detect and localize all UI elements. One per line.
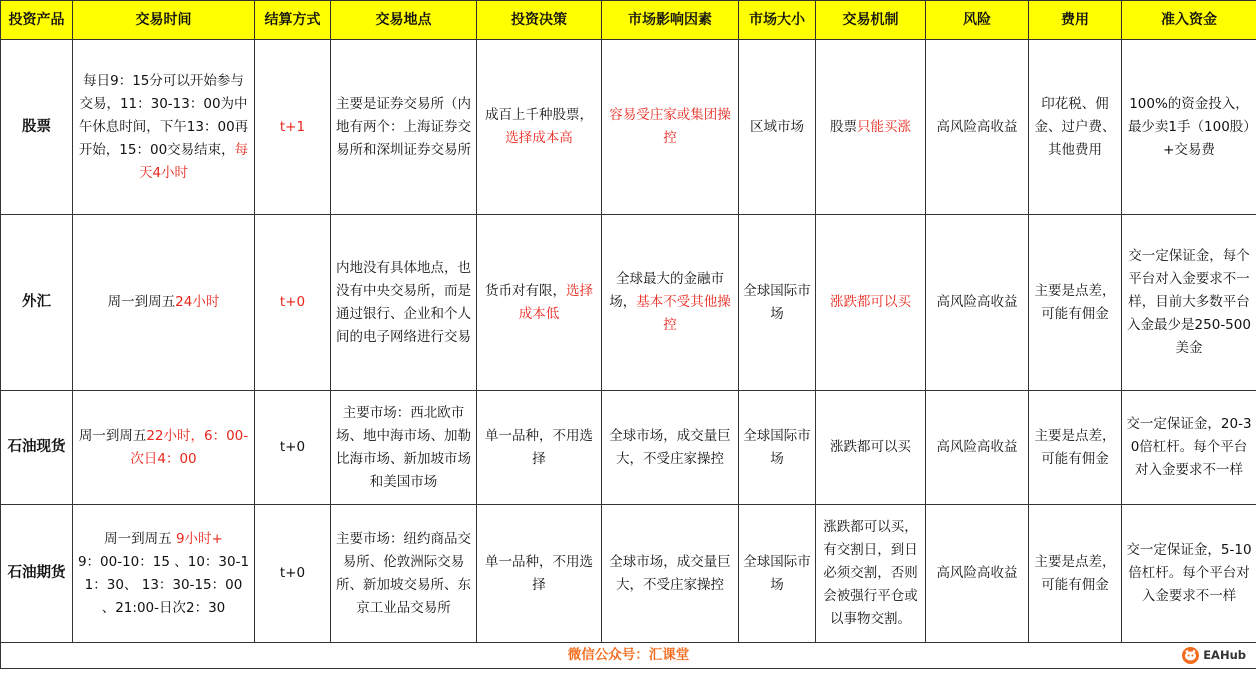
time-text: 每日9：15分可以开始参与交易，11：30-13：00为中午休息时间，下午13：00再开始，15：00交易结束， (78, 72, 249, 158)
mechanism-highlight: 只能买涨 (857, 118, 911, 135)
fees-cell: 主要是点差，可能有佣金 (1029, 505, 1122, 643)
time-text: 周一到周五 (107, 294, 176, 310)
mechanism-cell: 涨跌都可以买，有交割日，到日必须交割，否则会被强行平仓或以事物交割。 (816, 505, 926, 643)
risk-cell: 高风险高收益 (926, 215, 1029, 391)
market-size-cell: 全球国际市场 (739, 391, 816, 505)
market-size-cell: 全球国际市场 (739, 215, 816, 391)
eahub-logo-icon (1182, 647, 1199, 664)
header-row (1, 1, 1256, 40)
table-row (1, 505, 1256, 643)
header-settlement: 结算方式 (255, 1, 331, 40)
header-factors: 市场影响因素 (602, 1, 739, 40)
header-decision: 投资决策 (477, 1, 602, 40)
factors-cell: 容易受庄家或集团操控 (602, 40, 739, 215)
time-cell (73, 215, 255, 391)
factors-cell: 全球市场，成交量巨大，不受庄家操控 (602, 391, 739, 505)
time-cell (73, 505, 255, 643)
settlement-cell: t+0 (255, 391, 331, 505)
brand-badge (1182, 646, 1246, 664)
time-text: 周一到周五 (104, 530, 172, 547)
settlement-cell: t+0 (255, 505, 331, 643)
time-highlight: 每天4小时 (138, 141, 249, 181)
fees-cell: 主要是点差，可能有佣金 (1029, 391, 1122, 505)
eahub-logo-glyph-icon (1184, 650, 1197, 661)
header-mechanism: 交易机制 (816, 1, 926, 40)
time-cell (73, 391, 255, 505)
factors-highlight: 基本不受其他操控 (636, 294, 731, 333)
location-cell: 主要市场：西北欧市场、地中海市场、加勒比海市场、新加坡市场和美国市场 (331, 391, 477, 505)
factors-text: 全球最大的金融市场， (609, 271, 724, 310)
mechanism-cell: 涨跌都可以买 (816, 215, 926, 391)
time-cell (73, 40, 255, 215)
factors-cell (602, 215, 739, 391)
decision-text: 成百上千种股票， (485, 107, 593, 123)
factors-cell: 全球市场，成交量巨大，不受庄家操控 (602, 505, 739, 643)
product-cell: 石油现货 (1, 391, 73, 505)
capital-cell: 交一定保证金，每个平台对入金要求不一样，目前大多数平台入金最少是250-500美金 (1122, 215, 1256, 391)
decision-cell (477, 215, 602, 391)
header-risk: 风险 (926, 1, 1029, 40)
capital-cell: 交一定保证金，5-10倍杠杆。每个平台对入金要求不一样 (1122, 505, 1256, 643)
footer-text: 微信公众号：汇课堂 (567, 647, 690, 663)
header-fees: 费用 (1029, 1, 1122, 40)
table-row (1, 391, 1256, 505)
risk-cell: 高风险高收益 (926, 505, 1029, 643)
header-time: 交易时间 (73, 1, 255, 40)
header-product: 投资产品 (1, 1, 73, 40)
decision-text: 货币对有限， (485, 282, 566, 299)
market-size-cell: 全球国际市场 (739, 505, 816, 643)
product-cell: 石油期货 (1, 505, 73, 643)
location-cell: 内地没有具体地点，也没有中央交易所，而是通过银行、企业和个人间的电子网络进行交易 (331, 215, 477, 391)
settlement-cell: t+1 (255, 40, 331, 215)
footer-cell (1, 643, 1256, 669)
decision-cell: 单一品种，不用选择 (477, 391, 602, 505)
location-cell: 主要市场：纽约商品交易所、伦敦洲际交易所、新加坡交易所、东京工业品交易所 (331, 505, 477, 643)
fees-cell: 主要是点差，可能有佣金 (1029, 215, 1122, 391)
product-cell: 外汇 (1, 215, 73, 391)
fees-cell: 印花税、佣金、过户费、其他费用 (1029, 40, 1122, 215)
time-highlight: 24小时 (175, 294, 220, 310)
product-cell: 股票 (1, 40, 73, 215)
location-cell: 主要是证券交易所（内地有两个：上海证券交易所和深圳证券交易所 (331, 40, 477, 215)
header-location: 交易地点 (331, 1, 477, 40)
mechanism-cell: 涨跌都可以买 (816, 391, 926, 505)
mechanism-cell (816, 40, 926, 215)
risk-cell: 高风险高收益 (926, 391, 1029, 505)
market-size-cell: 区域市场 (739, 40, 816, 215)
time-sessions: 9：00-10：15 、10：30-11：30、 13：30-15：00 、21:00-日次2：30 (77, 553, 250, 616)
capital-cell: 100%的资金投入，最少卖1手（100股）+交易费 (1122, 40, 1256, 215)
decision-cell (477, 40, 602, 215)
table-row (1, 215, 1256, 391)
table-row (1, 40, 1256, 215)
risk-cell: 高风险高收益 (926, 40, 1029, 215)
time-text: 周一到周五 (78, 427, 147, 444)
brand-name: EAHub (1203, 647, 1246, 662)
mechanism-text: 股票 (830, 118, 857, 135)
footer-row (1, 643, 1256, 669)
time-highlight: 22小时，6：00-次日4：00 (130, 427, 249, 467)
decision-highlight: 选择成本低 (518, 282, 593, 322)
header-market-size: 市场大小 (739, 1, 816, 40)
capital-cell: 交一定保证金，20-30倍杠杆。每个平台对入金要求不一样 (1122, 391, 1256, 505)
header-capital: 准入资金 (1122, 1, 1256, 40)
decision-highlight: 选择成本高 (505, 130, 573, 146)
settlement-cell: t+0 (255, 215, 331, 391)
time-highlight: 9小时+ (175, 530, 223, 547)
decision-cell: 单一品种，不用选择 (477, 505, 602, 643)
